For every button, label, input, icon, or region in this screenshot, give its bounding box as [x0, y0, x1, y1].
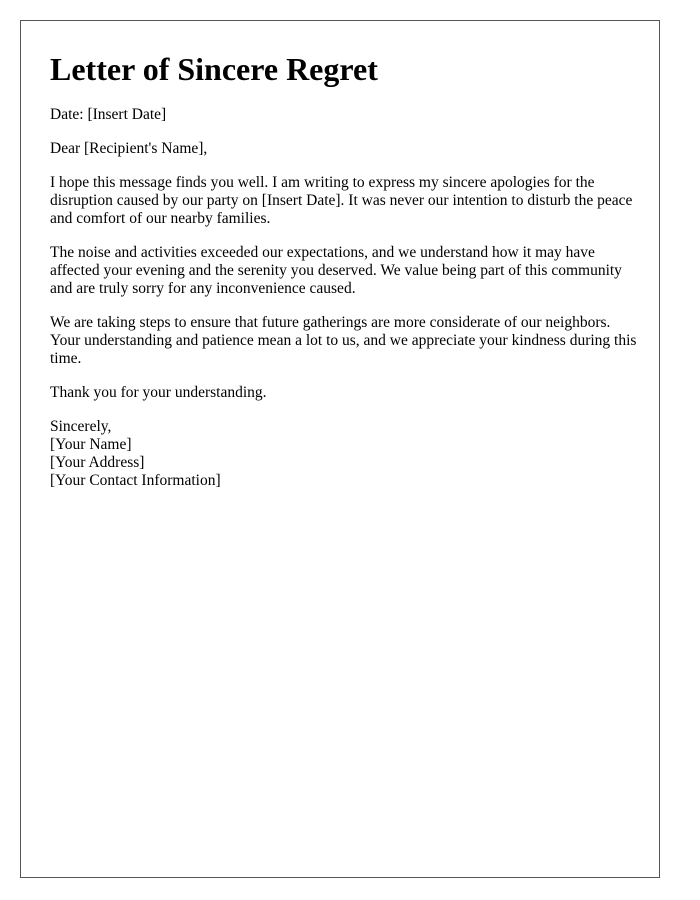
sender-contact: [Your Contact Information]	[50, 472, 221, 489]
salutation: Dear [Recipient's Name],	[50, 140, 208, 157]
letter-page	[20, 20, 660, 878]
signature-block	[50, 418, 640, 490]
letter-content	[50, 50, 640, 490]
closing: Sincerely,	[50, 418, 112, 435]
body-paragraph-2: The noise and activities exceeded our expectations, and we understand how it may have affected your evening and the serenity you deserved. We value being part of this community and are truly sorry for any inconvenience caused.	[50, 244, 622, 297]
letter-title: Letter of Sincere Regret	[50, 51, 378, 87]
sender-name: [Your Name]	[50, 436, 132, 453]
body-paragraph-4: Thank you for your understanding.	[50, 384, 267, 401]
sender-address: [Your Address]	[50, 454, 145, 471]
body-paragraph-3: We are taking steps to ensure that future gatherings are more considerate of our neighbors. Your understanding and patience mean a lot to us, and we appreciate your kindness during this time.	[50, 314, 637, 367]
body-paragraph-1: I hope this message finds you well. I am writing to express my sincere apologies for the disruption caused by our party on [Insert Date]. It was never our intention to disturb the peace and comfort of our nearby families.	[50, 174, 633, 227]
date-line: Date: [Insert Date]	[50, 106, 167, 123]
